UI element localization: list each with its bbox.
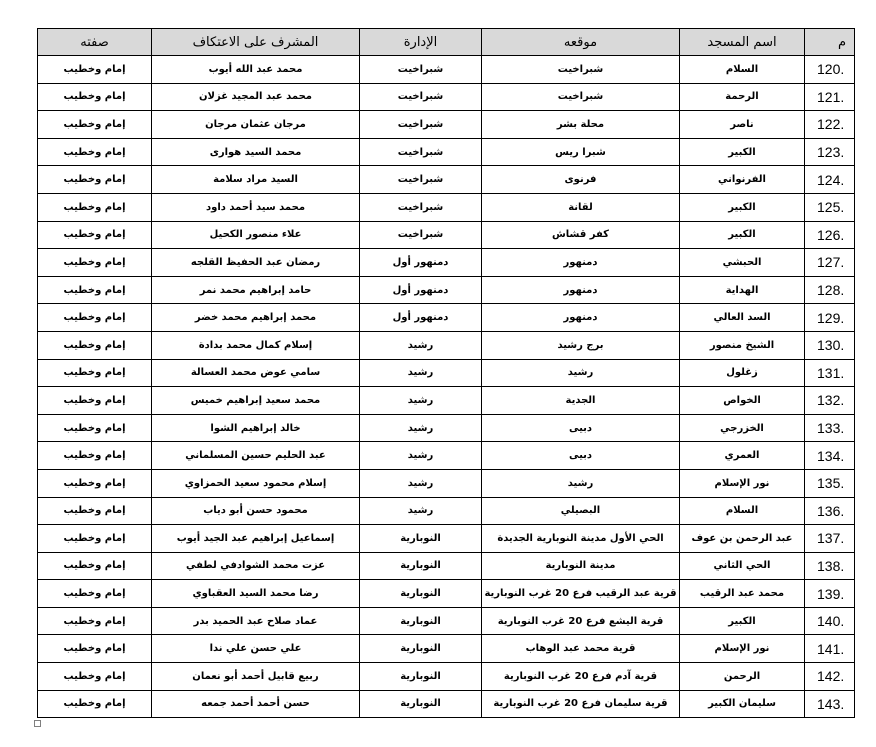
row-number-cell: 140.: [805, 607, 855, 635]
administration-cell: رشيد: [360, 442, 482, 470]
mosque-name-cell: عبد الرحمن بن عوف: [680, 525, 805, 553]
supervisor-cell: عبد الحليم حسين المسلماني: [152, 442, 360, 470]
table-row: [38, 552, 855, 580]
administration-cell: رشيد: [360, 497, 482, 525]
row-number-cell: 122.: [805, 111, 855, 139]
table-header-row: [38, 29, 855, 56]
location-cell: مدينة النوبارية: [482, 552, 680, 580]
mosques-table: [37, 28, 855, 718]
mosque-name-cell: سليمان الكبير: [680, 690, 805, 718]
table-row: [38, 525, 855, 553]
administration-cell: شبراخيت: [360, 56, 482, 84]
header-number: م: [805, 29, 855, 56]
role-cell: إمام وخطيب: [38, 580, 152, 608]
supervisor-cell: علاء منصور الكحيل: [152, 221, 360, 249]
table-row: [38, 249, 855, 277]
table-row: [38, 111, 855, 139]
supervisor-cell: محمد إبراهيم محمد خضر: [152, 304, 360, 332]
administration-cell: رشيد: [360, 469, 482, 497]
supervisor-cell: رمضان عبد الحفيظ القلجه: [152, 249, 360, 277]
location-cell: قرية عبد الرقيب فرع 20 غرب النوبارية: [482, 580, 680, 608]
administration-cell: شبراخيت: [360, 166, 482, 194]
role-cell: إمام وخطيب: [38, 635, 152, 663]
supervisor-cell: السيد مراد سلامة: [152, 166, 360, 194]
table-row: [38, 635, 855, 663]
location-cell: كفر قشاش: [482, 221, 680, 249]
row-number-cell: 135.: [805, 469, 855, 497]
supervisor-cell: مرجان عثمان مرجان: [152, 111, 360, 139]
role-cell: إمام وخطيب: [38, 56, 152, 84]
mosque-name-cell: الخزرجي: [680, 414, 805, 442]
mosque-name-cell: الهداية: [680, 276, 805, 304]
table-row: [38, 166, 855, 194]
administration-cell: دمنهور أول: [360, 304, 482, 332]
mosque-name-cell: الكبير: [680, 193, 805, 221]
location-cell: قرية محمد عبد الوهاب: [482, 635, 680, 663]
location-cell: برج رشيد: [482, 331, 680, 359]
location-cell: الجدية: [482, 387, 680, 415]
header-role: صفته: [38, 29, 152, 56]
table-row: [38, 690, 855, 718]
mosque-name-cell: العمري: [680, 442, 805, 470]
role-cell: إمام وخطيب: [38, 497, 152, 525]
row-number-cell: 131.: [805, 359, 855, 387]
row-number-cell: 127.: [805, 249, 855, 277]
supervisor-cell: محمد عبد المجيد غزلان: [152, 83, 360, 111]
mosque-name-cell: الكبير: [680, 607, 805, 635]
table-row: [38, 221, 855, 249]
supervisor-cell: سامي عوض محمد العسالة: [152, 359, 360, 387]
row-number-cell: 128.: [805, 276, 855, 304]
mosque-name-cell: زغلول: [680, 359, 805, 387]
table-row: [38, 663, 855, 691]
role-cell: إمام وخطيب: [38, 221, 152, 249]
row-number-cell: 138.: [805, 552, 855, 580]
mosque-name-cell: الشيخ منصور: [680, 331, 805, 359]
mosque-name-cell: نور الإسلام: [680, 469, 805, 497]
row-number-cell: 141.: [805, 635, 855, 663]
table-row: [38, 387, 855, 415]
table-row: [38, 83, 855, 111]
role-cell: إمام وخطيب: [38, 690, 152, 718]
supervisor-cell: علي حسن علي ندا: [152, 635, 360, 663]
mosque-name-cell: الفرنواني: [680, 166, 805, 194]
table-row: [38, 580, 855, 608]
role-cell: إمام وخطيب: [38, 166, 152, 194]
table-row: [38, 607, 855, 635]
supervisor-cell: محمد سعيد إبراهيم خميس: [152, 387, 360, 415]
row-number-cell: 132.: [805, 387, 855, 415]
supervisor-cell: محمد سيد أحمد داود: [152, 193, 360, 221]
location-cell: دبيى: [482, 414, 680, 442]
role-cell: إمام وخطيب: [38, 442, 152, 470]
table-row: [38, 331, 855, 359]
row-number-cell: 139.: [805, 580, 855, 608]
administration-cell: النوبارية: [360, 580, 482, 608]
administration-cell: دمنهور أول: [360, 276, 482, 304]
row-number-cell: 133.: [805, 414, 855, 442]
supervisor-cell: ربيع قابيل أحمد أبو نعمان: [152, 663, 360, 691]
table-row: [38, 304, 855, 332]
paragraph-marker: [34, 720, 41, 727]
mosque-name-cell: السلام: [680, 56, 805, 84]
mosque-name-cell: الرحمة: [680, 83, 805, 111]
role-cell: إمام وخطيب: [38, 138, 152, 166]
location-cell: محلة بشر: [482, 111, 680, 139]
location-cell: شبراخيت: [482, 83, 680, 111]
header-supervisor: المشرف على الاعتكاف: [152, 29, 360, 56]
supervisor-cell: خالد إبراهيم الشوا: [152, 414, 360, 442]
administration-cell: شبراخيت: [360, 138, 482, 166]
table-row: [38, 414, 855, 442]
row-number-cell: 143.: [805, 690, 855, 718]
supervisor-cell: محمود حسن أبو دياب: [152, 497, 360, 525]
administration-cell: شبراخيت: [360, 193, 482, 221]
role-cell: إمام وخطيب: [38, 663, 152, 691]
location-cell: لقانة: [482, 193, 680, 221]
supervisor-cell: حامد إبراهيم محمد نمر: [152, 276, 360, 304]
location-cell: دمنهور: [482, 304, 680, 332]
supervisor-cell: عزت محمد الشوادفي لطفي: [152, 552, 360, 580]
row-number-cell: 136.: [805, 497, 855, 525]
location-cell: شبراخيت: [482, 56, 680, 84]
location-cell: شبرا ريس: [482, 138, 680, 166]
mosque-name-cell: السلام: [680, 497, 805, 525]
role-cell: إمام وخطيب: [38, 304, 152, 332]
supervisor-cell: محمد عبد الله أيوب: [152, 56, 360, 84]
location-cell: دمنهور: [482, 249, 680, 277]
location-cell: قرية سليمان فرع 20 غرب النوبارية: [482, 690, 680, 718]
location-cell: الحي الأول مدينة النوبارية الجديدة: [482, 525, 680, 553]
mosque-name-cell: الحبشي: [680, 249, 805, 277]
table-row: [38, 442, 855, 470]
mosque-name-cell: الحي الثاني: [680, 552, 805, 580]
row-number-cell: 120.: [805, 56, 855, 84]
mosque-name-cell: الرحمن: [680, 663, 805, 691]
role-cell: إمام وخطيب: [38, 193, 152, 221]
row-number-cell: 142.: [805, 663, 855, 691]
location-cell: البصيلي: [482, 497, 680, 525]
location-cell: رشيد: [482, 469, 680, 497]
table-row: [38, 56, 855, 84]
location-cell: دمنهور: [482, 276, 680, 304]
header-administration: الإدارة: [360, 29, 482, 56]
row-number-cell: 124.: [805, 166, 855, 194]
mosque-name-cell: الكبير: [680, 138, 805, 166]
supervisor-cell: عماد صلاح عبد الحميد بدر: [152, 607, 360, 635]
administration-cell: شبراخيت: [360, 111, 482, 139]
row-number-cell: 125.: [805, 193, 855, 221]
table-row: [38, 359, 855, 387]
supervisor-cell: محمد السيد هوارى: [152, 138, 360, 166]
supervisor-cell: رضا محمد السيد العقباوي: [152, 580, 360, 608]
table-row: [38, 497, 855, 525]
administration-cell: النوبارية: [360, 663, 482, 691]
role-cell: إمام وخطيب: [38, 414, 152, 442]
role-cell: إمام وخطيب: [38, 525, 152, 553]
location-cell: قرية اليشع فرع 20 غرب النوبارية: [482, 607, 680, 635]
administration-cell: رشيد: [360, 387, 482, 415]
role-cell: إمام وخطيب: [38, 276, 152, 304]
administration-cell: رشيد: [360, 359, 482, 387]
header-location: موقعه: [482, 29, 680, 56]
header-mosque-name: اسم المسجد: [680, 29, 805, 56]
role-cell: إمام وخطيب: [38, 331, 152, 359]
location-cell: رشيد: [482, 359, 680, 387]
table-body: [38, 56, 855, 718]
supervisor-cell: إسلام محمود سعيد الحمزاوي: [152, 469, 360, 497]
administration-cell: شبراخيت: [360, 221, 482, 249]
mosque-name-cell: الكبير: [680, 221, 805, 249]
row-number-cell: 130.: [805, 331, 855, 359]
role-cell: إمام وخطيب: [38, 552, 152, 580]
mosque-name-cell: نور الإسلام: [680, 635, 805, 663]
role-cell: إمام وخطيب: [38, 607, 152, 635]
administration-cell: النوبارية: [360, 607, 482, 635]
role-cell: إمام وخطيب: [38, 359, 152, 387]
supervisor-cell: حسن أحمد أحمد جمعه: [152, 690, 360, 718]
administration-cell: النوبارية: [360, 690, 482, 718]
administration-cell: رشيد: [360, 414, 482, 442]
role-cell: إمام وخطيب: [38, 387, 152, 415]
role-cell: إمام وخطيب: [38, 111, 152, 139]
table-row: [38, 276, 855, 304]
location-cell: فرنوى: [482, 166, 680, 194]
administration-cell: النوبارية: [360, 525, 482, 553]
row-number-cell: 137.: [805, 525, 855, 553]
location-cell: قرية آدم فرع 20 غرب النوبارية: [482, 663, 680, 691]
administration-cell: النوبارية: [360, 552, 482, 580]
row-number-cell: 129.: [805, 304, 855, 332]
role-cell: إمام وخطيب: [38, 249, 152, 277]
mosque-name-cell: محمد عبد الرقيب: [680, 580, 805, 608]
administration-cell: دمنهور أول: [360, 249, 482, 277]
mosque-name-cell: السد العالي: [680, 304, 805, 332]
mosque-name-cell: ناصر: [680, 111, 805, 139]
row-number-cell: 121.: [805, 83, 855, 111]
row-number-cell: 123.: [805, 138, 855, 166]
supervisor-cell: إسماعيل إبراهيم عبد الجيد أيوب: [152, 525, 360, 553]
row-number-cell: 134.: [805, 442, 855, 470]
table-row: [38, 138, 855, 166]
role-cell: إمام وخطيب: [38, 469, 152, 497]
administration-cell: رشيد: [360, 331, 482, 359]
administration-cell: شبراخيت: [360, 83, 482, 111]
mosque-name-cell: الخواص: [680, 387, 805, 415]
location-cell: دبيى: [482, 442, 680, 470]
table-row: [38, 193, 855, 221]
supervisor-cell: إسلام كمال محمد بدادة: [152, 331, 360, 359]
row-number-cell: 126.: [805, 221, 855, 249]
table-row: [38, 469, 855, 497]
administration-cell: النوبارية: [360, 635, 482, 663]
role-cell: إمام وخطيب: [38, 83, 152, 111]
